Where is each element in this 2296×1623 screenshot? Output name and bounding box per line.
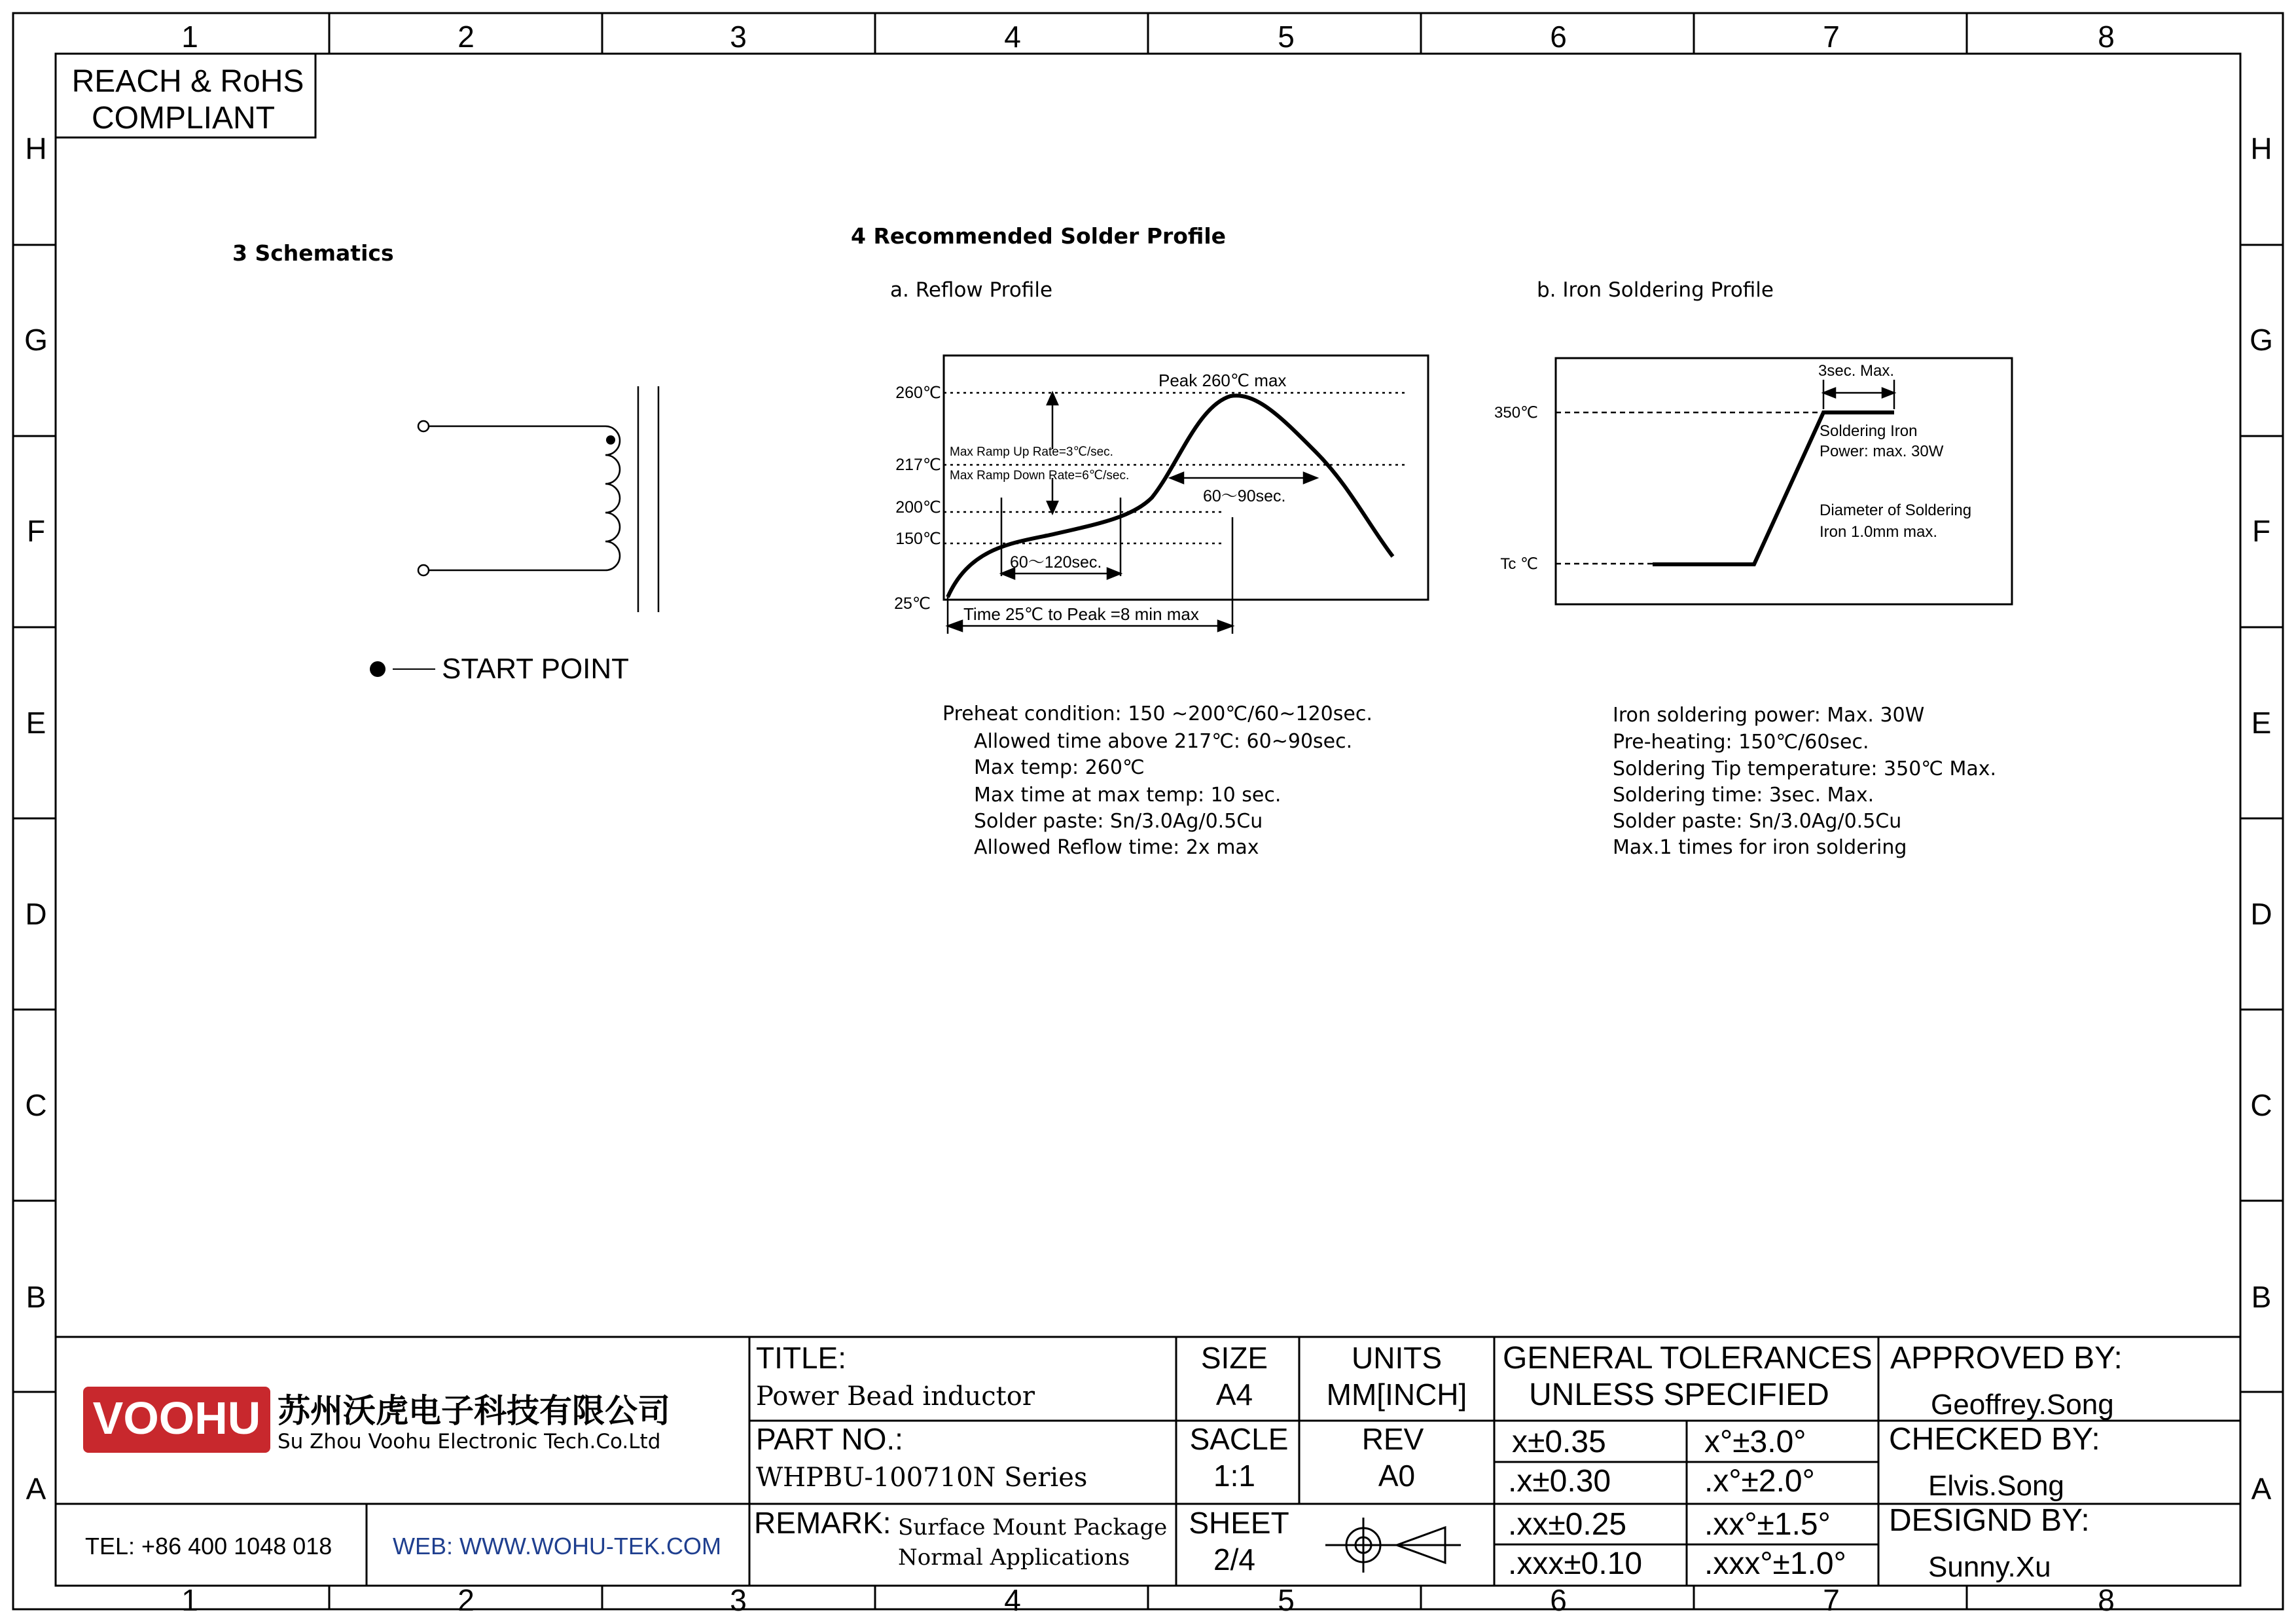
zone-row-label: C xyxy=(25,1088,47,1122)
zone-row-label: E xyxy=(2251,706,2272,740)
ramp-down-label: Max Ramp Down Rate=6℃/sec. xyxy=(950,469,1130,483)
solder-heading: 4 Recommended Solder Profile xyxy=(851,223,1227,249)
tolerance-heading-2: UNLESS SPECIFIED xyxy=(1529,1377,1829,1412)
iron-power-label-1: Soldering Iron xyxy=(1820,422,1918,440)
schematics-heading: 3 Schematics xyxy=(232,240,394,266)
title-value: Power Bead inductor xyxy=(756,1381,1035,1412)
title-label: TITLE: xyxy=(756,1341,847,1375)
peak-label: Peak 260℃ max xyxy=(1158,371,1287,390)
max-time-label: 3sec. Max. xyxy=(1818,362,1895,380)
zone-col-label: 6 xyxy=(1550,20,1567,54)
zone-row-label: F xyxy=(26,514,46,548)
reflow-note: Allowed time above 217℃: 60~90sec. xyxy=(974,730,1353,753)
start-point-label: START POINT xyxy=(442,653,630,685)
checked-label: CHECKED BY: xyxy=(1889,1422,2100,1457)
axis-label-200: 200℃ xyxy=(895,498,941,517)
reflow-note: Preheat condition: 150 ~200℃/60~120sec. xyxy=(942,702,1372,725)
axis-label-150: 150℃ xyxy=(895,530,941,548)
zone-row-label: G xyxy=(24,323,48,357)
sheet-info-cells xyxy=(1189,1341,1467,1577)
tolerance-linear: .x±0.30 xyxy=(1508,1464,1611,1499)
approved-label: APPROVED BY: xyxy=(1890,1341,2123,1376)
remark-line2: Normal Applications xyxy=(898,1544,1130,1571)
iron-note: Solder paste: Sn/3.0Ag/0.5Cu xyxy=(1613,810,1902,833)
axis-label-tc: Tc ℃ xyxy=(1500,555,1538,573)
zone-col-label: 2 xyxy=(457,20,475,54)
zone-col-label: 4 xyxy=(1004,20,1021,54)
part-label: PART NO.: xyxy=(756,1422,903,1456)
zone-col-label: 5 xyxy=(1278,1583,1295,1617)
designed-label: DESIGND BY: xyxy=(1889,1503,2090,1538)
zone-col-label: 2 xyxy=(457,1583,475,1617)
zone-col-label: 1 xyxy=(181,1583,198,1617)
iron-chart xyxy=(1494,358,2012,604)
reflow-note: Allowed Reflow time: 2x max xyxy=(974,836,1259,859)
iron-note: Max.1 times for iron soldering xyxy=(1613,836,1907,859)
sheet-value: 2/4 xyxy=(1213,1542,1255,1577)
tolerance-linear: .xxx±0.10 xyxy=(1508,1546,1643,1581)
scale-value: 1:1 xyxy=(1213,1459,1255,1493)
reflow-note: Solder paste: Sn/3.0Ag/0.5Cu xyxy=(974,810,1263,833)
iron-note: Soldering time: 3sec. Max. xyxy=(1613,784,1874,807)
reflow-note: Max time at max temp: 10 sec. xyxy=(974,784,1282,807)
zone-row-label: C xyxy=(2250,1088,2272,1122)
sheet-label: SHEET xyxy=(1189,1506,1289,1540)
diameter-label-2: Iron 1.0mm max. xyxy=(1820,523,1938,541)
tolerance-linear: x±0.35 xyxy=(1512,1425,1606,1459)
tolerance-heading-1: GENERAL TOLERANCES xyxy=(1503,1341,1873,1376)
rev-label: REV xyxy=(1361,1422,1424,1456)
iron-note: Soldering Tip temperature: 350℃ Max. xyxy=(1613,757,1997,780)
reflow-notes xyxy=(942,702,1372,859)
compliance-line2: COMPLIANT xyxy=(91,101,276,136)
tolerance-linear: .xx±0.25 xyxy=(1508,1507,1627,1542)
window-60-120-label: 60～120sec. xyxy=(1010,553,1102,572)
reflow-title: a. Reflow Profile xyxy=(890,278,1053,302)
zone-row-label: H xyxy=(2250,132,2272,166)
zone-row-label: A xyxy=(2251,1472,2272,1506)
inductor-coil xyxy=(605,426,620,570)
rev-value: A0 xyxy=(1378,1459,1416,1493)
compliance-line1: REACH & RoHS xyxy=(71,64,304,99)
iron-note: Iron soldering power: Max. 30W xyxy=(1613,704,1925,727)
reflow-chart xyxy=(894,356,1428,634)
zone-row-label: G xyxy=(2250,323,2273,357)
logo-text: VOOHU xyxy=(92,1393,261,1444)
axis-label-260: 260℃ xyxy=(895,384,941,402)
zone-row-label: H xyxy=(25,132,47,166)
zone-col-label: 1 xyxy=(181,20,198,54)
start-dot xyxy=(606,435,615,445)
start-point-marker xyxy=(370,661,386,677)
ramp-up-label: Max Ramp Up Rate=3℃/sec. xyxy=(950,445,1113,459)
compliance-box xyxy=(56,54,315,137)
zone-col-label: 8 xyxy=(2098,20,2115,54)
time-to-peak-label: Time 25℃ to Peak =8 min max xyxy=(963,604,1199,624)
window-60-90-label: 60～90sec. xyxy=(1203,487,1286,505)
company-name-en: Su Zhou Voohu Electronic Tech.Co.Ltd xyxy=(278,1430,661,1453)
tolerance-angular: .xxx°±1.0° xyxy=(1704,1546,1846,1581)
approved-value: Geoffrey.Song xyxy=(1931,1389,2114,1421)
tolerance-angular: x°±3.0° xyxy=(1704,1425,1806,1459)
company-name-cn: 苏州沃虎电子科技有限公司 xyxy=(278,1392,670,1430)
approvals xyxy=(1889,1341,2123,1583)
axis-label-350: 350℃ xyxy=(1494,404,1538,422)
units-label: UNITS xyxy=(1352,1341,1442,1375)
remark-label: REMARK: xyxy=(754,1506,891,1540)
zone-col-label: 3 xyxy=(730,20,747,54)
terminal-bottom xyxy=(418,565,429,575)
zone-col-label: 3 xyxy=(730,1583,747,1617)
iron-note: Pre-heating: 150℃/60sec. xyxy=(1613,731,1869,754)
zone-row-label: A xyxy=(26,1472,46,1506)
zone-row-label: F xyxy=(2251,514,2271,548)
inductor-schematic xyxy=(418,386,658,612)
size-value: A4 xyxy=(1215,1377,1253,1412)
part-value: WHPBU-100710N Series xyxy=(756,1463,1088,1493)
remark-line1: Surface Mount Package xyxy=(898,1514,1168,1541)
iron-title: b. Iron Soldering Profile xyxy=(1537,278,1774,302)
units-value: MM[INCH] xyxy=(1326,1377,1467,1412)
iron-chart-frame xyxy=(1556,358,2012,604)
axis-label-217: 217℃ xyxy=(895,456,941,474)
diameter-label-1: Diameter of Soldering xyxy=(1820,501,1972,519)
tolerance-angular: .xx°±1.5° xyxy=(1704,1507,1831,1542)
tolerance-angular: .x°±2.0° xyxy=(1704,1464,1815,1499)
designed-value: Sunny.Xu xyxy=(1928,1551,2051,1583)
zone-col-label: 4 xyxy=(1004,1583,1021,1617)
iron-power-label-2: Power: max. 30W xyxy=(1820,443,1944,460)
zone-col-label: 7 xyxy=(1823,1583,1840,1617)
zone-col-label: 8 xyxy=(2098,1583,2115,1617)
zone-row-label: E xyxy=(26,706,46,740)
zone-col-label: 5 xyxy=(1278,20,1295,54)
zone-row-label: B xyxy=(2251,1280,2272,1314)
zone-row-label: D xyxy=(25,897,47,931)
scale-label: SACLE xyxy=(1189,1422,1289,1456)
axis-label-25: 25℃ xyxy=(894,594,931,613)
zone-row-label: D xyxy=(2250,897,2272,931)
terminal-top xyxy=(418,421,429,431)
iron-notes xyxy=(1613,704,1996,859)
zone-col-label: 7 xyxy=(1823,20,1840,54)
checked-value: Elvis.Song xyxy=(1928,1470,2064,1502)
zone-row-label: B xyxy=(26,1280,46,1314)
tel-label: TEL: +86 400 1048 018 xyxy=(85,1533,332,1559)
projection-symbol-icon xyxy=(1325,1518,1461,1573)
size-label: SIZE xyxy=(1200,1341,1268,1375)
web-link[interactable]: WEB: WWW.WOHU-TEK.COM xyxy=(393,1533,721,1559)
reflow-note: Max temp: 260℃ xyxy=(974,756,1145,779)
company-logo xyxy=(83,1387,270,1453)
zone-col-label: 6 xyxy=(1550,1583,1567,1617)
